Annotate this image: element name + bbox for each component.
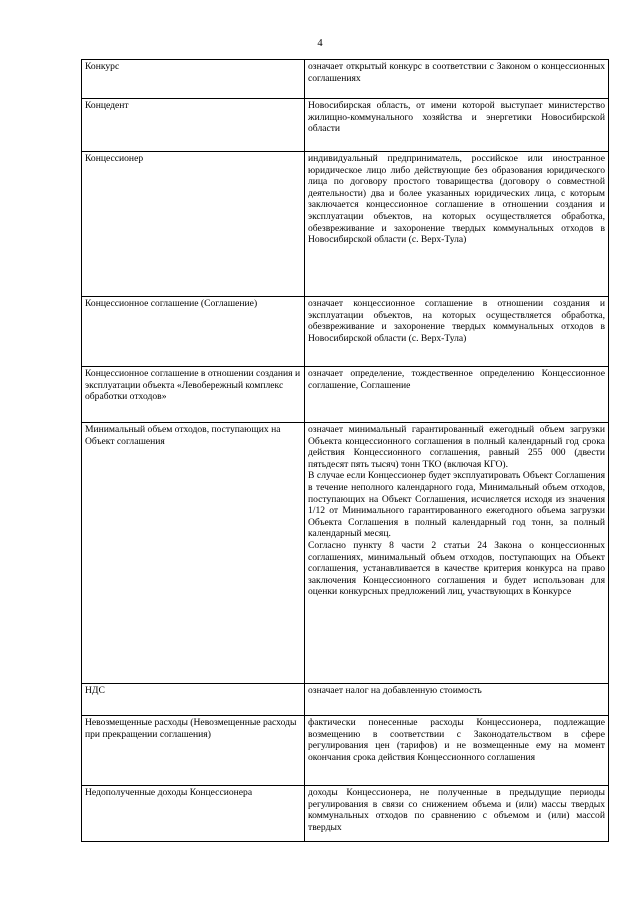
- definition-cell: [305, 152, 609, 297]
- definition-paragraph: означает минимальный гарантированный ежегодный объем загрузки Объекта концессионного соглашения в полный календарный год срока действия Концессионного соглашения, равный 255 000 (двести пятьдесят пять тысяч) тонн ТКО (включая КГО).: [308, 424, 605, 470]
- term-cell: Концессионер: [82, 152, 305, 297]
- table-row: [82, 367, 609, 423]
- table-row: [82, 716, 609, 786]
- term-cell: Минимальный объем отходов, поступающих на Объект соглашения: [82, 423, 305, 684]
- definition-paragraph: Согласно пункту 8 части 2 статьи 24 Закона о концессионных соглашениях, минимальный объем отходов, поступающих на Объект соглашения, устанавливается в качестве критерия конкурса на право заключения Концессионного соглашения и будет использован для оценки конкурсных предложений лиц, участвующих в Конкурсе: [308, 539, 605, 598]
- table-row: [82, 786, 609, 842]
- definition-paragraph: Новосибирская область, от имени которой выступает министерство жилищно-коммунального хозяйства и энергетики Новосибирской области: [308, 100, 605, 135]
- term-cell: Концессионное соглашение в отношении создания и эксплуатации объекта «Левобережный комплекс обработки отходов»: [82, 367, 305, 423]
- term-cell: Невозмещенные расходы (Невозмещенные расходы при прекращении соглашения): [82, 716, 305, 786]
- term-cell: Концессионное соглашение (Соглашение): [82, 297, 305, 367]
- definition-cell: [305, 60, 609, 99]
- table-row: [82, 423, 609, 684]
- definition-cell: [305, 99, 609, 152]
- definition-cell: [305, 297, 609, 367]
- table-row: [82, 152, 609, 297]
- definition-paragraph: В случае если Концессионер будет эксплуатировать Объект Соглашения в течение неполного календарного года, Минимальный объем отходов, поступающих на Объект Соглашения, исчисляется исходя из значения 1/12 от Минимального гарантированного ежегодного объема загрузки Объекта Соглашения в полный календарный год тонн, за полный календарный месяц.: [308, 470, 605, 540]
- definition-cell: [305, 367, 609, 423]
- definition-cell: [305, 684, 609, 716]
- table-row: [82, 99, 609, 152]
- table-row: [82, 684, 609, 716]
- definition-paragraph: доходы Концессионера, не полученные в предыдущие периоды регулирования в связи со снижением объема и (или) массы твердых коммунальных отходов по сравнению с объемом и (или) массой твердых: [308, 787, 605, 833]
- definition-paragraph: означает налог на добавленную стоимость: [308, 685, 482, 696]
- table-row: [82, 60, 609, 99]
- definition-paragraph: означает открытый конкурс в соответствии с Законом о концессионных соглашениях: [308, 61, 605, 84]
- definition-paragraph: означает определение, тождественное определению Концессионное соглашение, Соглашение: [308, 368, 605, 391]
- term-cell: Недополученные доходы Концессионера: [82, 786, 305, 842]
- term-cell: НДС: [82, 684, 305, 716]
- table-row: [82, 297, 609, 367]
- definitions-table: [81, 59, 609, 842]
- definition-cell: [305, 423, 609, 684]
- page-number: 4: [317, 38, 323, 49]
- definition-cell: [305, 786, 609, 842]
- definition-paragraph: означает концессионное соглашение в отношении создания и эксплуатации объектов, на которых осуществляется обработка, обезвреживание и захоронение твердых коммунальных отходов в Новосибирской области (с. Верх-Тула): [308, 298, 605, 344]
- definition-paragraph: индивидуальный предприниматель, российское или иностранное юридическое лицо либо действующие без образования юридического лица по договору простого товарищества (договору о совместной деятельности) два и более указанных юридических лица, с которым заключается концессионное соглашение в отношении создания и эксплуатации объектов, на которых осуществляется обработка, обезвреживание и захоронение твердых коммунальных отходов в Новосибирской области (с. Верх-Тула): [308, 153, 605, 246]
- term-cell: Конкурс: [82, 60, 305, 99]
- definition-paragraph: фактически понесенные расходы Концессионера, подлежащие возмещению в соответствии с Законодательством в сфере регулирования цен (тарифов) и не возмещенные ему на момент окончания срока действия Концессионного соглашения: [308, 717, 605, 763]
- term-cell: Концедент: [82, 99, 305, 152]
- definition-cell: [305, 716, 609, 786]
